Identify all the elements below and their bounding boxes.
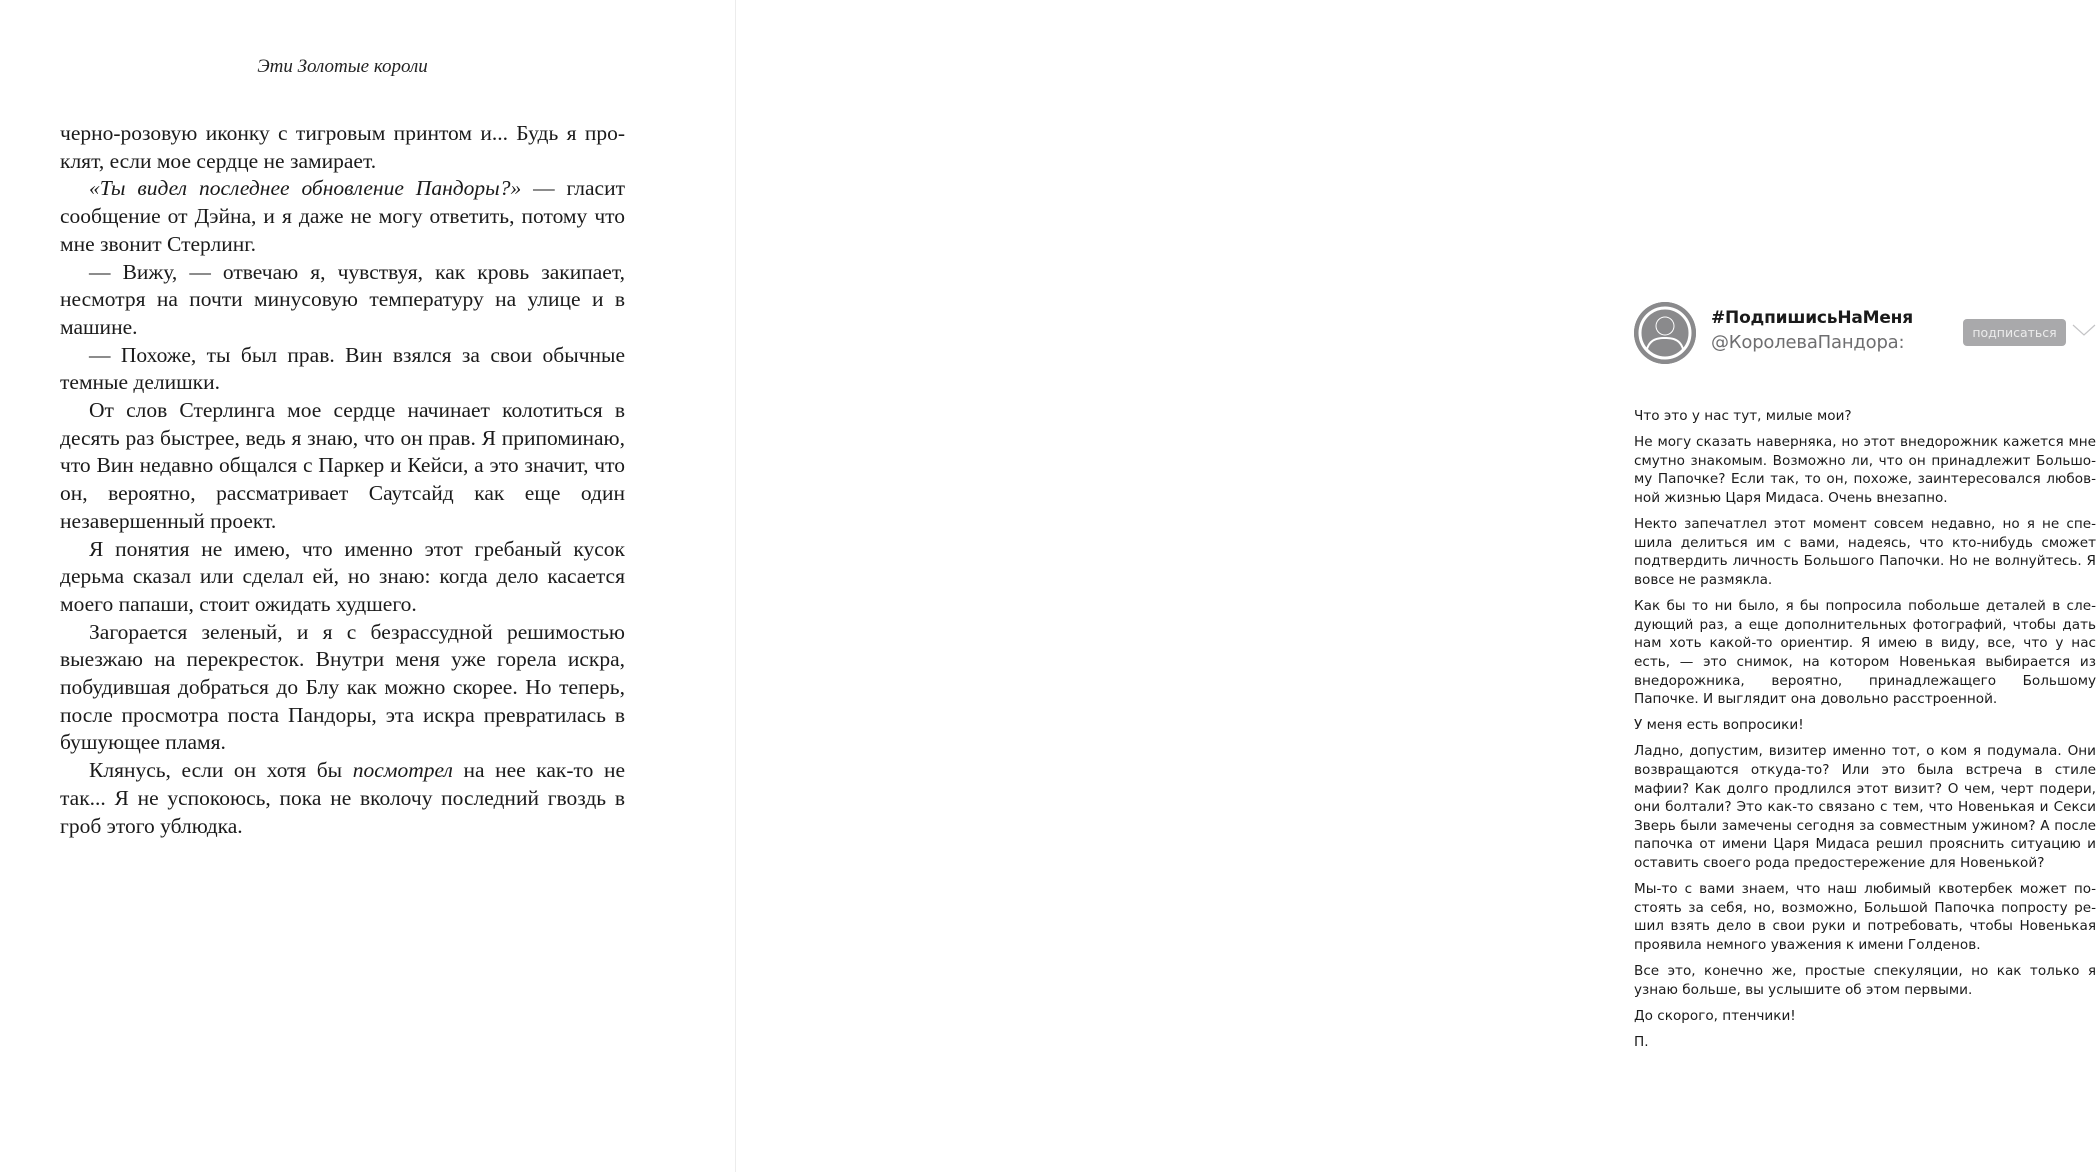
paragraph: Загорается зеленый, и я с безрассудной решимостью выезжаю на перекресток. Внутри меня уже горела искра, побудившая добраться до Блу как можно скорее. Но теперь, после просмотра поста Пандоры, эта искра превратилась в бушующее пламя.	[60, 619, 625, 755]
running-head: Эти Золотые короли	[257, 56, 428, 77]
paragraph: черно-розовую иконку с тигровым принтом и... Будь я проклят, если мое сердце не замирает.	[60, 121, 625, 173]
post-title: #ПодпишисьНаМеня	[1711, 308, 1913, 328]
post-paragraph: Что это у нас тут, милые мои?	[1634, 408, 1852, 424]
left-page	[0, 0, 735, 1172]
paragraph-text: — гласит сообщение от Дэйна, и я даже не могу ответить, потому что мне звонит Стерлинг.	[60, 176, 625, 256]
paragraph: От слов Стерлинга мое сердце начинает колотиться в десять раз быстрее, ведь я знаю, что он прав. Я припоминаю, что Вин недавно общался с Паркер и Кейси, а это значит, что он, вероятно, рассматривает Саутсайд как еще один незавершенный проект.	[60, 398, 625, 533]
post-handle[interactable]: @КоролеваПандора:	[1711, 332, 1905, 353]
paragraph	[60, 757, 625, 840]
chevron-down-icon[interactable]	[2072, 322, 2096, 338]
paragraph: Я понятия не имею, что именно этот гребаный кусок дерьма сказал или сделал ей, но знаю: когда дело касается моего папаши, стоит ожидать худшего.	[60, 536, 625, 616]
paragraph	[60, 175, 625, 258]
italic-quote: «Ты видел последнее обновление Пандоры?»	[89, 176, 522, 201]
post-header	[1634, 300, 2096, 364]
post-paragraph: Все это, конечно же, простые спекуляции, но как только я узнаю больше, вы услышите об этом первыми.	[1634, 963, 2096, 998]
post-paragraph: У меня есть вопросики!	[1634, 717, 1804, 734]
post-body	[1634, 407, 2096, 1052]
paragraph: — Вижу, — отвечаю я, чувствуя, как кровь закипает, несмотря на почти минусовую температуру на улице и в машине.	[60, 259, 625, 339]
italic-word: посмотрел	[352, 758, 453, 783]
social-post	[1634, 300, 2096, 1059]
subscribe-button[interactable]: подписаться	[1963, 319, 2066, 346]
book-text	[60, 120, 625, 840]
user-avatar-icon[interactable]	[1634, 302, 1696, 364]
post-paragraph: Мы-то с вами знаем, что наш любимый квотербек может постоять за себя, но, возможно, Большой Папочка попросту решил взять дело в свои руки и потребовать, чтобы Новенькая проявила немного уважения к имени Голденов.	[1634, 881, 2096, 953]
paragraph: — Похоже, ты был прав. Вин взялся за свои обычные темные делишки.	[60, 342, 625, 395]
post-paragraph: Не могу сказать наверняка, но этот внедорожник кажется мне смутно знакомым. Возможно ли, что он принадлежит Большому Папочке? Если так, то он, похоже, заинтересовался любовной жизнью Царя Мидаса. Очень внезапно.	[1634, 434, 2096, 506]
post-paragraph: До скорого, птенчики!	[1634, 1007, 1796, 1024]
post-paragraph: Как бы то ни было, я бы попросила побольше деталей в следующий раз, а еще дополнительных фотографий, чтобы дать нам хоть какой-то ориентир. Я имею в виду, все, что у нас есть, — это снимок, на котором Новенькая выбирается из внедорожника, вероятно, принадлежащего Большому Папочке. И выглядит она довольно расстроенной.	[1634, 598, 2096, 708]
post-signature: П.	[1634, 1034, 1649, 1051]
post-paragraph: Некто запечатлел этот момент совсем недавно, но я не спешила делиться им с вами, надеясь, что кто-нибудь сможет подтвердить личность Большого Папочки. Но не волнуйтесь. Я вовсе не размякла.	[1634, 516, 2096, 588]
post-paragraph: Ладно, допустим, визитер именно тот, о ком я подумала. Они возвращаются откуда-то? Или это была встреча в стиле мафии? Как долго продлился этот визит? О чем, черт подери, они болтали? Это как-то связано с тем, что Новенькая и Секси Зверь были замечены сегодня за совместным ужином? А после папочка от имени Царя Мидаса решил прояснить ситуацию и оставить своего рода предостережение для Новенькой?	[1634, 743, 2096, 872]
paragraph-text: на нее как-то не так... Я не успокоюсь, пока не вколочу последний гвоздь в гроб этого ублюдка.	[60, 758, 625, 838]
right-page	[735, 0, 2096, 1172]
paragraph-text: Клянусь, если он хотя бы	[89, 758, 353, 783]
